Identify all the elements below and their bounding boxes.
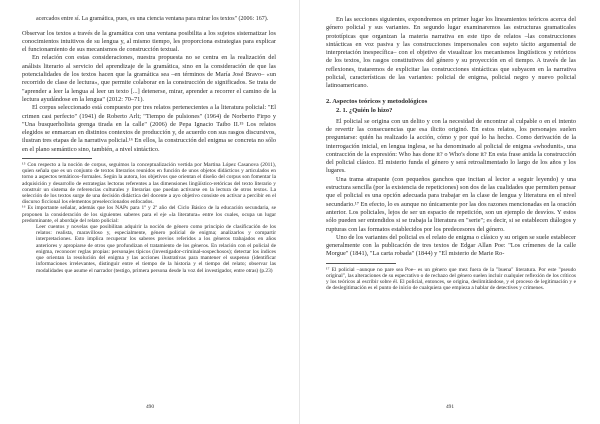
paragraph: El corpus seleccionado está compuesto por tres relatos pertenecientes a la literatura policial: "El crimen casi perfecto" (1941) de Roberto Arlt; "Tiempo de pulsiones" (1964) de Norberto Firpo y "Una busquerholista grenga tirada en la calle" (2006) de Pepa Ignacio Taibo II.¹⁵ Los relatos elegidos se enmarcan en distintos contextos de producción y, de acuerdo con sus rasgos discursivos, ilustran tres etapas de la narrativa policial.¹⁶ En ellos, la construcción del enigma se concreta no sólo en el plano semántico sino, también, a nivel sintáctico.	[22, 104, 276, 153]
page-number: 490	[145, 404, 155, 410]
footnote: ¹⁷ El policial –aunque no pare sea Poe– es un género que mez fuera de la "buena" literatura. Por este "pseudo original", las alteraciones de su especrativo o de rechazo del género suelen incluir cualquier reflexión de los críticos y los teóricos al escribir sobre él. El policial, entonces, se origina, deslimitándose, y el proceso de legitimación y e de deslegitimación es el punto de inicio de cualquiera que empieza a hablar de detectives y crímenes.	[326, 266, 576, 292]
paragraph: Uno de los variantes del policial es el relato de enigma o clásico y su origen se suele establecer generalmente con la publicación de tres textos de Edgar Allan Poe: "Los crímenes de la calle Morgue" (1841), "La carta robada" (1844) y "El misterio de Marie Ro-	[326, 233, 576, 258]
paragraph: En relación con estas consideraciones, nuestra propuesta no se centra en la realización del análisis literario al servicio del aprendizaje de la gramática, sino en la consideración de que las potencialidades de los textos hacen que la gramática sea –en términos de María José Bravo– «un recorrido de clase de lectura», que permite colaborar en la construcción de significados. Se trata de "aprender a leer la lengua al leer un texto [...] detenerse, mirar, aprender a recorrer el camino de la lectura ayudándose en la lengua" (2012: 70–71).	[22, 54, 276, 103]
block-quote-tail: acercados entre sí. La gramática, pues, es una ciencia ventana para mirar los textos" (2006: 167).	[36, 16, 269, 22]
right-page-text	[326, 16, 576, 292]
right-page	[300, 0, 600, 424]
footnote: ¹⁵ Con respecto a la noción de corpus, seguimos la conceptualización vertida por Martina López Casanova (2011), quien señala que es un conjunto de textos literarios reunidos en función de unos objetos didácticos y articulados en torno a aspectos temáticos–formales. Según la autora, los objetivos que orientan el diseño del corpus son fomentar la adquisición y desarrollo de estrategias lectoras referentes a las dimensiones lingüístico-retóricas del texto literario y construir un sistema de referencias culturales y literarias que puedan activarse en la lectura de otros textos. La selección de los textos surge de una decisión didáctica del docente a ayo objetivo consiste en activar a percibir en el discurso ficcional los elementos preseleccionados enfocados.	[22, 162, 276, 206]
paragraph: En las secciones siguientes, expondremos en primer lugar los lineamientos teóricos acerca del género policial y sus variantes. En segundo lugar examinaremos las estructuras gramaticales prototípicas que organizan la materia narrativa en este tipo de relatos –las construcciones sintácticas en voz pasiva y las construcciones impersonales con sujeto tácito argumental de interpretación inespecífica– con el objetivo de visualizar los mecanismos lingüísticos y retóricos de los textos, los rasgos constitutivos del género y su proyección en el tiempo. A través de las reflexiones, trataremos de explicitar las construcciones sintácticas que subyacen en la narrativa policial, características de las variantes: policial de enigma, policial negro y nuevo policial latinoamericano.	[326, 16, 576, 90]
section-heading: 2. Aspectos teóricos y metodológicos	[326, 97, 428, 105]
subsection-heading: 2. 1. ¿Quién lo hizo?	[336, 106, 393, 114]
page-number: 491	[445, 404, 455, 410]
paragraph: Una trama atrapante (con pequeños ganchos que incitan al lector a seguir leyendo) y una estructura sencilla (por la existencia de repeticiones) son dos de las cualidades que permiten pensar que el policial es una opción adecuada para trabajar en la clase de lengua y literatura en el nivel secundario.¹⁷ En efecto, lo es aunque no únicamente por las dos razones mencionadas en la oración anterior. Los policiales, lejos de ser un espacio de repetición, son un ejemplo de desvíos. Y estos sólo pueden ser entendidos si se trabaja la literatura en "serie"; es decir, si se establecen diálogos y rupturas con las formatos establecidos por los predecesores del género.	[326, 175, 576, 233]
paragraph: Observar los textos a través de la gramática con una ventana posibilita a los sujetos sistematizar los conocimientos intuitivos de su lengua y, al mismo tiempo, les proporciona estrategias para explicar el funcionamiento de sus mecanismos de construcción textual.	[22, 29, 276, 54]
left-page-text	[22, 16, 276, 274]
footnote: ¹⁶ Es importante señalar, además que los NAPs para 1º y 2º año del Ciclo Básico de la educación secundaria, se proponen la consideración de los siguientes saberes para el eje «la literatura» entre los cuales, ocupa un lugar predominante, el abordaje del relato policial:	[22, 205, 276, 224]
footnote-rule	[22, 158, 92, 159]
paragraph: El policial se origina con un delito y con la necesidad de encontrar al culpable o en el intento de revertir las consecuencias que esa ilicito originó. En estos relatos, los personajes suelen preguntarse: quién ha realizado la acción, cómo y por qué lo ha hecho. Como derivación de la interrogación inicial, en lengua inglesa, se ha denominado al policial de enigma «whodunit», una contracción de la expresión: Who has done it? o Who's done it? En esta frase anida la construcción del policial clásico. El misterio funda el género y será retroalimentado lo largo de los años y los lugares.	[326, 117, 576, 175]
footnote-rule	[326, 263, 396, 264]
footnote-quote: Leer cuentos y novelas que posibilitan adquirir la noción de género como principio de clasificación de los relatos: realista, maravilloso y, especialmente, género policial de enigma; analizarlos y compartir interpretaciones. Esto implica recuperar los saberes previos referidos a los géneros trabajados en años anteriores y apropiarse de otros que profundizan el tratamiento de los géneros. En relación con el policial de enigma, reconocer reglas propias: personajes típicos (investigador-criminal-sospechosos); detectar los índices que orientan la resolución del enigma y las acciones ilustrativas para mantener el suspenso (identificar informaciones irrelevantes, distinguir entre el tiempo de la historia y el tiempo del relato; observar las modalidades que asume el narrador (testigo, primera persona desde la voz del investigador, entre otras) (p.23)	[36, 224, 276, 274]
